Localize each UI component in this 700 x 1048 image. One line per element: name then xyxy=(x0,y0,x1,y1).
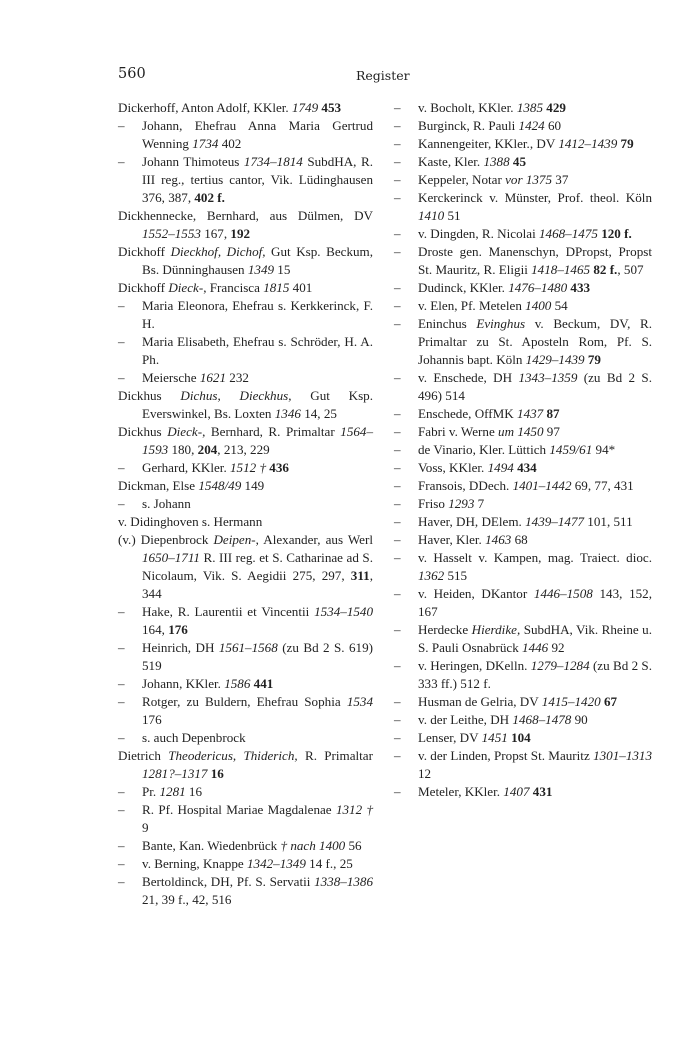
index-subentry xyxy=(394,621,652,657)
entry-text: Gerhard, KKler. xyxy=(142,460,230,475)
entry-text: 87 xyxy=(546,406,560,421)
entry-text: Bertoldinck, DH, Pf. S. Servatii xyxy=(142,874,315,889)
index-subentry xyxy=(118,153,373,207)
entry-text: Fabri v. Werne xyxy=(418,424,499,439)
entry-text: 1388 xyxy=(483,154,510,169)
entry-text: Haver, Kler. xyxy=(418,532,486,547)
entry-text: R. III reg. et S. Catharinae ad S. Nicolaum, Vik. S. Aegidii 275, 297, xyxy=(142,550,373,583)
index-entry xyxy=(118,747,373,783)
entry-text: 192 xyxy=(230,226,251,241)
running-head: Register xyxy=(356,68,410,83)
index-subentry xyxy=(394,747,652,783)
entry-text: 1349 xyxy=(247,262,275,277)
page-number: 560 xyxy=(118,66,146,82)
entry-text: de Vinario, Kler. Lüttich xyxy=(418,442,550,457)
entry-text: 1463 xyxy=(485,532,512,547)
entry-text: 167, xyxy=(200,226,231,241)
entry-text: Dickhennecke, Bernhard, aus Dülmen, DV xyxy=(118,208,373,223)
entry-text: Gut Ksp. Everswinkel, Bs. Loxten xyxy=(142,388,373,421)
entry-text: 1749 xyxy=(291,100,319,115)
entry-text: 82 f. xyxy=(593,262,618,277)
index-subentry xyxy=(118,837,373,855)
entry-text: 176 xyxy=(142,712,162,727)
entry-text: 1279–1284 xyxy=(530,658,590,673)
entry-text: 56 xyxy=(345,838,362,853)
entry-text: (zu Bd 2 S. 333 ff.) 512 f. xyxy=(418,658,652,691)
entry-text: 67 xyxy=(603,694,618,709)
entry-text: 1734–1814 xyxy=(243,154,303,169)
entry-text: 1342–1349 xyxy=(246,856,306,871)
index-entry xyxy=(118,423,373,459)
entry-text: 1343–1359 xyxy=(518,370,578,385)
index-subentry xyxy=(118,117,373,153)
entry-text: 1552–1553 xyxy=(142,226,201,241)
entry-text: , 344 xyxy=(142,568,373,601)
entry-text: 441 xyxy=(253,676,274,691)
entry-text: 232 xyxy=(226,370,249,385)
entry-text: Husman de Gelria, DV xyxy=(418,694,542,709)
index-subentry xyxy=(394,423,652,441)
entry-text: , Francisca xyxy=(203,280,264,295)
entry-text: Dieck- xyxy=(167,424,203,439)
entry-text: Evinghus xyxy=(476,316,526,331)
entry-text: 1362 xyxy=(418,568,445,583)
entry-text: 180, xyxy=(168,442,198,457)
index-column-right xyxy=(394,99,652,801)
entry-text: v. Hasselt v. Kampen, mag. Traiect. dioc. xyxy=(418,550,652,565)
entry-text: Meteler, KKler. xyxy=(418,784,504,799)
entry-text: 453 xyxy=(321,100,342,115)
index-subentry xyxy=(394,711,652,729)
entry-text: 434 xyxy=(517,460,537,475)
entry-text: 1401–1442 xyxy=(512,478,572,493)
entry-text: Burginck, R. Pauli xyxy=(418,118,519,133)
index-subentry xyxy=(118,369,373,387)
index-subentry xyxy=(394,495,652,513)
index-subentry xyxy=(394,405,652,423)
entry-text: Enschede, OffMK xyxy=(418,406,518,421)
entry-text: 1293 xyxy=(448,496,475,511)
entry-text: v. Beckum, DV, R. Primaltar zu St. Aposteln Rom, Pf. S. Johannis bapt. Köln xyxy=(418,316,652,367)
entry-text: , 213, 229 xyxy=(217,442,270,457)
index-subentry xyxy=(118,495,373,513)
entry-text: 1564–1593 xyxy=(142,424,373,457)
entry-text: 90 xyxy=(571,712,588,727)
entry-text: 1548/49 xyxy=(198,478,242,493)
entry-text: R. Primaltar xyxy=(297,748,373,763)
entry-text: 16 xyxy=(185,784,203,799)
entry-text: 164, xyxy=(142,622,169,637)
entry-text: 1650–1711 xyxy=(142,550,200,565)
entry-text: 1281?–1317 xyxy=(142,766,208,781)
entry-text: s. Johann xyxy=(142,496,191,511)
entry-text: 68 xyxy=(511,532,528,547)
entry-text: 515 xyxy=(444,568,468,583)
entry-text: 1586 xyxy=(224,676,251,691)
entry-text: Johann, Ehefrau Anna Maria Gertrud Wenning xyxy=(142,118,373,151)
entry-text: Dietrich xyxy=(118,748,169,763)
entry-text: 120 f. xyxy=(601,226,632,241)
entry-text: 1400 xyxy=(525,298,552,313)
entry-text: Dichus, Dieckhus, xyxy=(180,388,292,403)
entry-text: 1338–1386 xyxy=(314,874,373,889)
index-subentry xyxy=(394,297,652,315)
entry-text: um 1450 xyxy=(498,424,544,439)
index-subentry xyxy=(118,297,373,333)
entry-text: 1494 xyxy=(487,460,514,475)
entry-text: Theodericus, Thiderich, xyxy=(168,748,298,763)
entry-text: Dickhoff xyxy=(118,280,169,295)
index-subentry xyxy=(118,333,373,369)
entry-text: 7 xyxy=(474,496,485,511)
entry-text: v. Bocholt, KKler. xyxy=(418,100,517,115)
entry-text: v. der Linden, Propst St. Mauritz xyxy=(418,748,594,763)
entry-text: (v.) Diepenbrock xyxy=(118,532,214,547)
entry-text: vor 1375 xyxy=(505,172,553,187)
index-subentry xyxy=(118,801,373,837)
entry-text: 97 xyxy=(543,424,560,439)
index-entry xyxy=(118,99,373,117)
entry-text: 1534–1540 xyxy=(314,604,373,619)
entry-text: 1410 xyxy=(418,208,445,223)
entry-text: 1301–1313 xyxy=(593,748,652,763)
entry-text: 436 xyxy=(269,460,289,475)
entry-text: SubdHA, R. III reg., tertius cantor, Vik. Lüdinghausen 376, 387, xyxy=(142,154,373,205)
index-subentry xyxy=(394,369,652,405)
entry-text: v. Dingden, R. Nicolai xyxy=(418,226,539,241)
index-subentry xyxy=(394,189,652,225)
entry-text: 402 xyxy=(218,136,242,151)
entry-text: 14 f., 25 xyxy=(305,856,353,871)
index-entry xyxy=(118,207,373,243)
entry-text: Pr. xyxy=(142,784,160,799)
index-subentry xyxy=(118,873,373,909)
entry-text: (zu Bd 2 S. 496) 514 xyxy=(418,370,652,403)
entry-text: Dickhoff xyxy=(118,244,171,259)
index-column-left xyxy=(118,99,373,909)
index-entry xyxy=(118,279,373,297)
entry-text: 92 xyxy=(548,640,565,655)
entry-text: 1437 xyxy=(517,406,544,421)
entry-text: (zu Bd 2 S. 619) 519 xyxy=(142,640,373,673)
entry-text: , Alexander, aus Werl xyxy=(255,532,373,547)
index-subentry xyxy=(394,585,652,621)
entry-text: 101, 511 xyxy=(584,514,633,529)
entry-text: 1621 xyxy=(199,370,226,385)
entry-text: Heinrich, DH xyxy=(142,640,219,655)
entry-text: Droste gen. Manenschyn, DPropst, Propst St. Mauritz, R. Eligii xyxy=(418,244,652,277)
entry-text: 54 xyxy=(551,298,568,313)
entry-text: 45 xyxy=(512,154,527,169)
entry-text: Haver, DH, DElem. xyxy=(418,514,526,529)
entry-text: 1312 † xyxy=(335,802,373,817)
entry-text: Hierdike, xyxy=(471,622,521,637)
index-subentry xyxy=(394,279,652,297)
index-subentry xyxy=(394,549,652,585)
entry-text: v. Enschede, DH xyxy=(418,370,519,385)
index-subentry xyxy=(394,783,652,801)
entry-text: 79 xyxy=(587,352,601,367)
entry-text: s. auch Depenbrock xyxy=(142,730,246,745)
entry-text: 1281 xyxy=(159,784,186,799)
index-subentry xyxy=(394,99,652,117)
entry-text: 431 xyxy=(532,784,553,799)
entry-text: 1412–1439 xyxy=(558,136,618,151)
entry-text: 69, 77, 431 xyxy=(571,478,634,493)
index-entry xyxy=(118,243,373,279)
entry-text: 1429–1439 xyxy=(525,352,585,367)
entry-text: Gut Ksp. Beckum, Bs. Dünninghausen xyxy=(142,244,374,277)
entry-text: 1468–1475 xyxy=(538,226,598,241)
entry-text: Hake, R. Laurentii et Vincentii xyxy=(142,604,315,619)
entry-text: 1534 xyxy=(346,694,373,709)
entry-text: Maria Elisabeth, Ehefrau s. Schröder, H. A. Ph. xyxy=(142,334,373,367)
entry-text: Keppeler, Notar xyxy=(418,172,506,187)
entry-text: 16 xyxy=(210,766,224,781)
entry-text: Dieck- xyxy=(168,280,204,295)
index-entry xyxy=(118,531,373,603)
index-subentry xyxy=(394,477,652,495)
index-subentry xyxy=(394,243,652,279)
entry-text: v. Elen, Pf. Metelen xyxy=(418,298,526,313)
entry-text: 1446–1508 xyxy=(533,586,593,601)
entry-text: 204 xyxy=(197,442,218,457)
entry-text: 15 xyxy=(274,262,291,277)
entry-text: † nach 1400 xyxy=(280,838,346,853)
entry-text: 79 xyxy=(620,136,634,151)
entry-text: Eninchus xyxy=(418,316,477,331)
entry-text: 429 xyxy=(546,100,566,115)
entry-text: 1346 xyxy=(274,406,301,421)
entry-text: v. der Leithe, DH xyxy=(418,712,513,727)
entry-text: Friso xyxy=(418,496,449,511)
index-subentry xyxy=(394,459,652,477)
entry-text: Kannengeiter, KKler., DV xyxy=(418,136,559,151)
entry-text: Herdecke xyxy=(418,622,472,637)
entry-text: 9 xyxy=(142,820,149,835)
entry-text: Dickhus xyxy=(118,424,168,439)
entry-text: 176 xyxy=(168,622,188,637)
entry-text: 1476–1480 xyxy=(508,280,568,295)
entry-text: Johann, KKler. xyxy=(142,676,225,691)
index-subentry xyxy=(118,639,373,675)
entry-text: 94* xyxy=(592,442,616,457)
entry-text: Dickerhoff, Anton Adolf, KKler. xyxy=(118,100,292,115)
index-subentry xyxy=(118,729,373,747)
entry-text: Kerckerinck v. Münster, Prof. theol. Köln xyxy=(418,190,652,205)
index-subentry xyxy=(394,729,652,747)
index-subentry xyxy=(394,135,652,153)
entry-text: 1385 xyxy=(516,100,543,115)
entry-text: Dudinck, KKler. xyxy=(418,280,509,295)
index-subentry xyxy=(394,693,652,711)
entry-text: Rotger, zu Buldern, Ehefrau Sophia xyxy=(142,694,347,709)
entry-text: 1415–1420 xyxy=(541,694,601,709)
entry-text: v. Didinghoven s. Hermann xyxy=(118,514,263,529)
entry-text: 433 xyxy=(570,280,591,295)
entry-text: 1815 xyxy=(263,280,290,295)
entry-text: 12 xyxy=(418,766,432,781)
entry-text: 1459/61 xyxy=(549,442,593,457)
index-subentry xyxy=(394,441,652,459)
entry-text: v. Berning, Knappe xyxy=(142,856,247,871)
entry-text: 1439–1477 xyxy=(525,514,585,529)
index-subentry xyxy=(118,459,373,477)
entry-text: 51 xyxy=(444,208,461,223)
index-subentry xyxy=(118,693,373,729)
index-entry xyxy=(118,477,373,495)
entry-text: 143, 152, 167 xyxy=(418,586,652,619)
index-subentry xyxy=(118,855,373,873)
entry-text: Lenser, DV xyxy=(418,730,482,745)
entry-text: 1446 xyxy=(522,640,549,655)
entry-text: 1468–1478 xyxy=(512,712,572,727)
index-subentry xyxy=(118,603,373,639)
entry-text: Deipen- xyxy=(213,532,256,547)
entry-text: 402 f. xyxy=(194,190,225,205)
entry-text: Fransois, DDech. xyxy=(418,478,513,493)
entry-text: v. Heiden, DKantor xyxy=(418,586,534,601)
entry-text: , 507 xyxy=(617,262,644,277)
index-subentry xyxy=(394,657,652,693)
entry-text: Dickhus xyxy=(118,388,181,403)
index-subentry xyxy=(394,153,652,171)
entry-text: 37 xyxy=(552,172,569,187)
entry-text: Maria Eleonora, Ehefrau s. Kerkkerinck, F. H. xyxy=(142,298,373,331)
index-subentry xyxy=(394,171,652,189)
index-subentry xyxy=(118,783,373,801)
entry-text: 1451 xyxy=(481,730,508,745)
index-subentry xyxy=(394,531,652,549)
index-entry xyxy=(118,513,373,531)
entry-text: 21, 39 f., 42, 516 xyxy=(142,892,232,907)
entry-text: Dickman, Else xyxy=(118,478,199,493)
entry-text: , Bernhard, R. Primaltar xyxy=(202,424,341,439)
entry-text: 311 xyxy=(350,568,370,583)
entry-text: 1418–1465 xyxy=(531,262,591,277)
entry-text: 1512 † xyxy=(230,460,267,475)
index-subentry xyxy=(394,513,652,531)
index-entry xyxy=(118,387,373,423)
entry-text: Meiersche xyxy=(142,370,200,385)
entry-text: 149 xyxy=(241,478,265,493)
entry-text: Kaste, Kler. xyxy=(418,154,484,169)
entry-text: 14, 25 xyxy=(300,406,337,421)
entry-text: 1407 xyxy=(503,784,530,799)
index-subentry xyxy=(394,315,652,369)
entry-text: Dieckhof, Dichof, xyxy=(170,244,266,259)
entry-text: 1734 xyxy=(192,136,219,151)
entry-text: Bante, Kan. Wiedenbrück xyxy=(142,838,281,853)
entry-text: 104 xyxy=(511,730,531,745)
entry-text: v. Heringen, DKelln. xyxy=(418,658,531,673)
entry-text: SubdHA, Vik. Rheine u. S. Pauli Osnabrück xyxy=(418,622,652,655)
entry-text: 60 xyxy=(544,118,562,133)
index-subentry xyxy=(394,117,652,135)
index-subentry xyxy=(394,225,652,243)
index-subentry xyxy=(118,675,373,693)
entry-text: R. Pf. Hospital Mariae Magdalenae xyxy=(142,802,336,817)
entry-text: Johann Thimoteus xyxy=(142,154,244,169)
entry-text: Voss, KKler. xyxy=(418,460,488,475)
entry-text: 1424 xyxy=(518,118,545,133)
entry-text: 1561–1568 xyxy=(218,640,278,655)
entry-text: 401 xyxy=(289,280,313,295)
